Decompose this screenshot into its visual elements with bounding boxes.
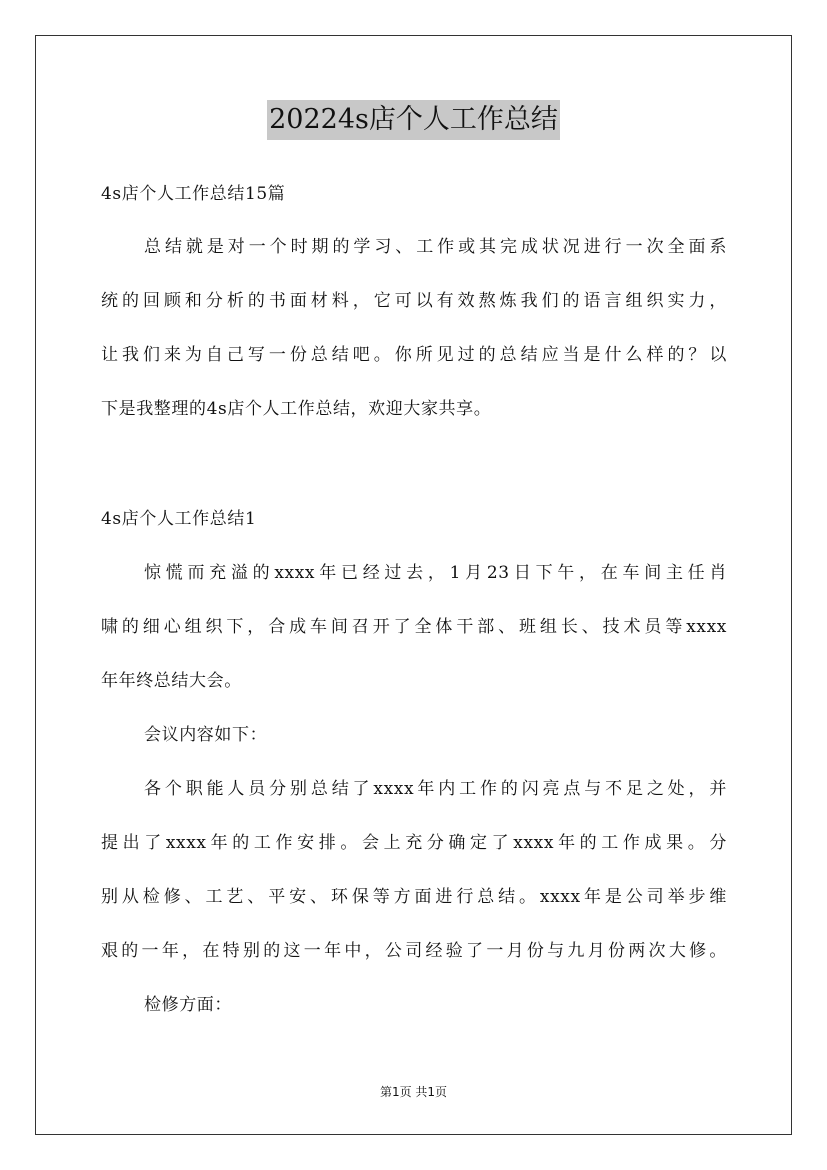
- section-heading-main: 4s店个人工作总结15篇: [101, 184, 286, 204]
- paragraph-line: 啸的细心组织下，合成车间召开了全体干部、班组长、技术员等xxxx: [101, 617, 727, 637]
- page-footer: 第1页 共1页: [379, 1085, 448, 1099]
- paragraph-line: 艰的一年，在特别的这一年中，公司经验了一月份与九月份两次大修。: [101, 941, 727, 961]
- paragraph-line: 检修方面：: [144, 995, 232, 1015]
- paragraph-line: 总结就是对一个时期的学习、工作或其完成状况进行一次全面系: [144, 237, 727, 257]
- paragraph-line: 别从检修、工艺、平安、环保等方面进行总结。xxxx年是公司举步维: [101, 887, 727, 907]
- paragraph-line: 提出了xxxx年的工作安排。会上充分确定了xxxx年的工作成果。分: [101, 833, 727, 853]
- paragraph-line: 让我们来为自己写一份总结吧。你所见过的总结应当是什么样的？以: [101, 345, 727, 365]
- paragraph-line: 统的回顾和分析的书面材料，它可以有效熬炼我们的语言组织实力，: [101, 291, 727, 311]
- title-container: [0, 100, 827, 140]
- section-heading-1: 4s店个人工作总结1: [101, 509, 257, 529]
- paragraph-line: 惊慌而充溢的xxxx年已经过去，1月23日下午，在车间主任肖: [144, 563, 727, 583]
- paragraph-line: 下是我整理的4s店个人工作总结，欢迎大家共享。: [101, 399, 492, 419]
- document-title: 20224s店个人工作总结: [267, 100, 560, 140]
- paragraph-line: 年年终总结大会。: [101, 671, 242, 691]
- paragraph-line: 会议内容如下：: [144, 725, 268, 745]
- paragraph-line: 各个职能人员分别总结了xxxx年内工作的闪亮点与不足之处，并: [144, 779, 727, 799]
